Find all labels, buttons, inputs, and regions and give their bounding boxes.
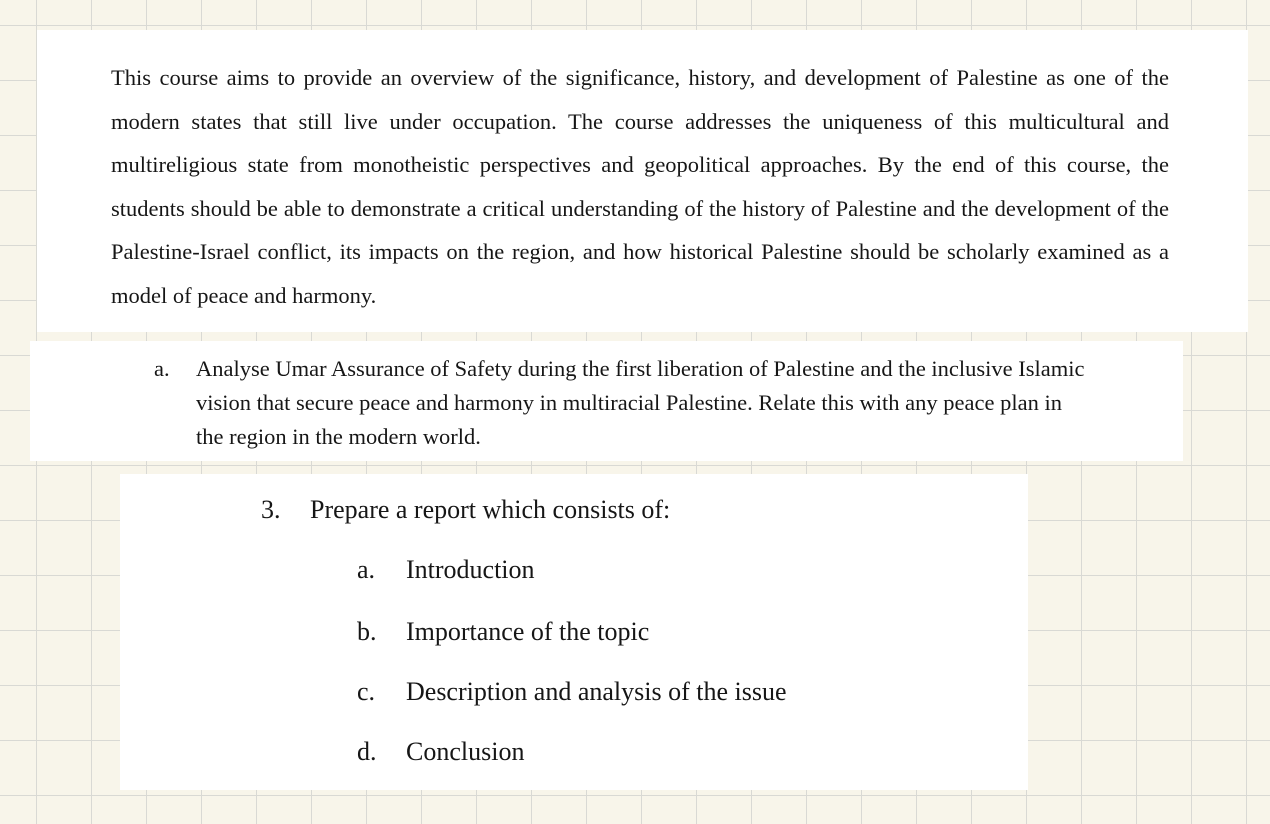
report-item-introduction <box>357 552 535 588</box>
report-item-label: Importance of the topic <box>406 617 650 646</box>
report-item-label: Conclusion <box>406 737 525 766</box>
report-item-marker: c. <box>357 677 376 706</box>
report-item-conclusion <box>357 734 524 770</box>
task-card <box>30 341 1183 461</box>
report-item-description-analysis <box>357 674 787 710</box>
report-heading: Prepare a report which consists of: <box>310 495 671 524</box>
course-description-card <box>37 30 1248 332</box>
task-marker: a. <box>154 356 170 381</box>
task-text: Analyse Umar Assurance of Safety during the first liberation of Palestine and the inclusive Islamic vision that secure peace and harmony in multiracial Palestine. Relate this with any peace plan in the region in the modern world. <box>196 356 1085 449</box>
report-card <box>120 474 1028 790</box>
report-item-marker: d. <box>357 737 377 766</box>
course-description-text: This course aims to provide an overview of the significance, history, and development of Palestine as one of the modern states that still live under occupation. The course addresses the uniqueness of this multicultural and multireligious state from monotheistic perspectives and geopolitical approaches. By the end of this course, the students should be able to demonstrate a critical understanding of the history of Palestine and the development of the Palestine-Israel conflict, its impacts on the region, and how historical Palestine should be scholarly examined as a model of peace and harmony. <box>111 65 1169 308</box>
report-item-marker: b. <box>357 617 377 646</box>
report-number: 3. <box>261 495 281 524</box>
report-item-marker: a. <box>357 555 376 584</box>
report-item-label: Introduction <box>406 555 535 584</box>
report-item-label: Description and analysis of the issue <box>406 677 787 706</box>
report-item-importance <box>357 614 649 650</box>
